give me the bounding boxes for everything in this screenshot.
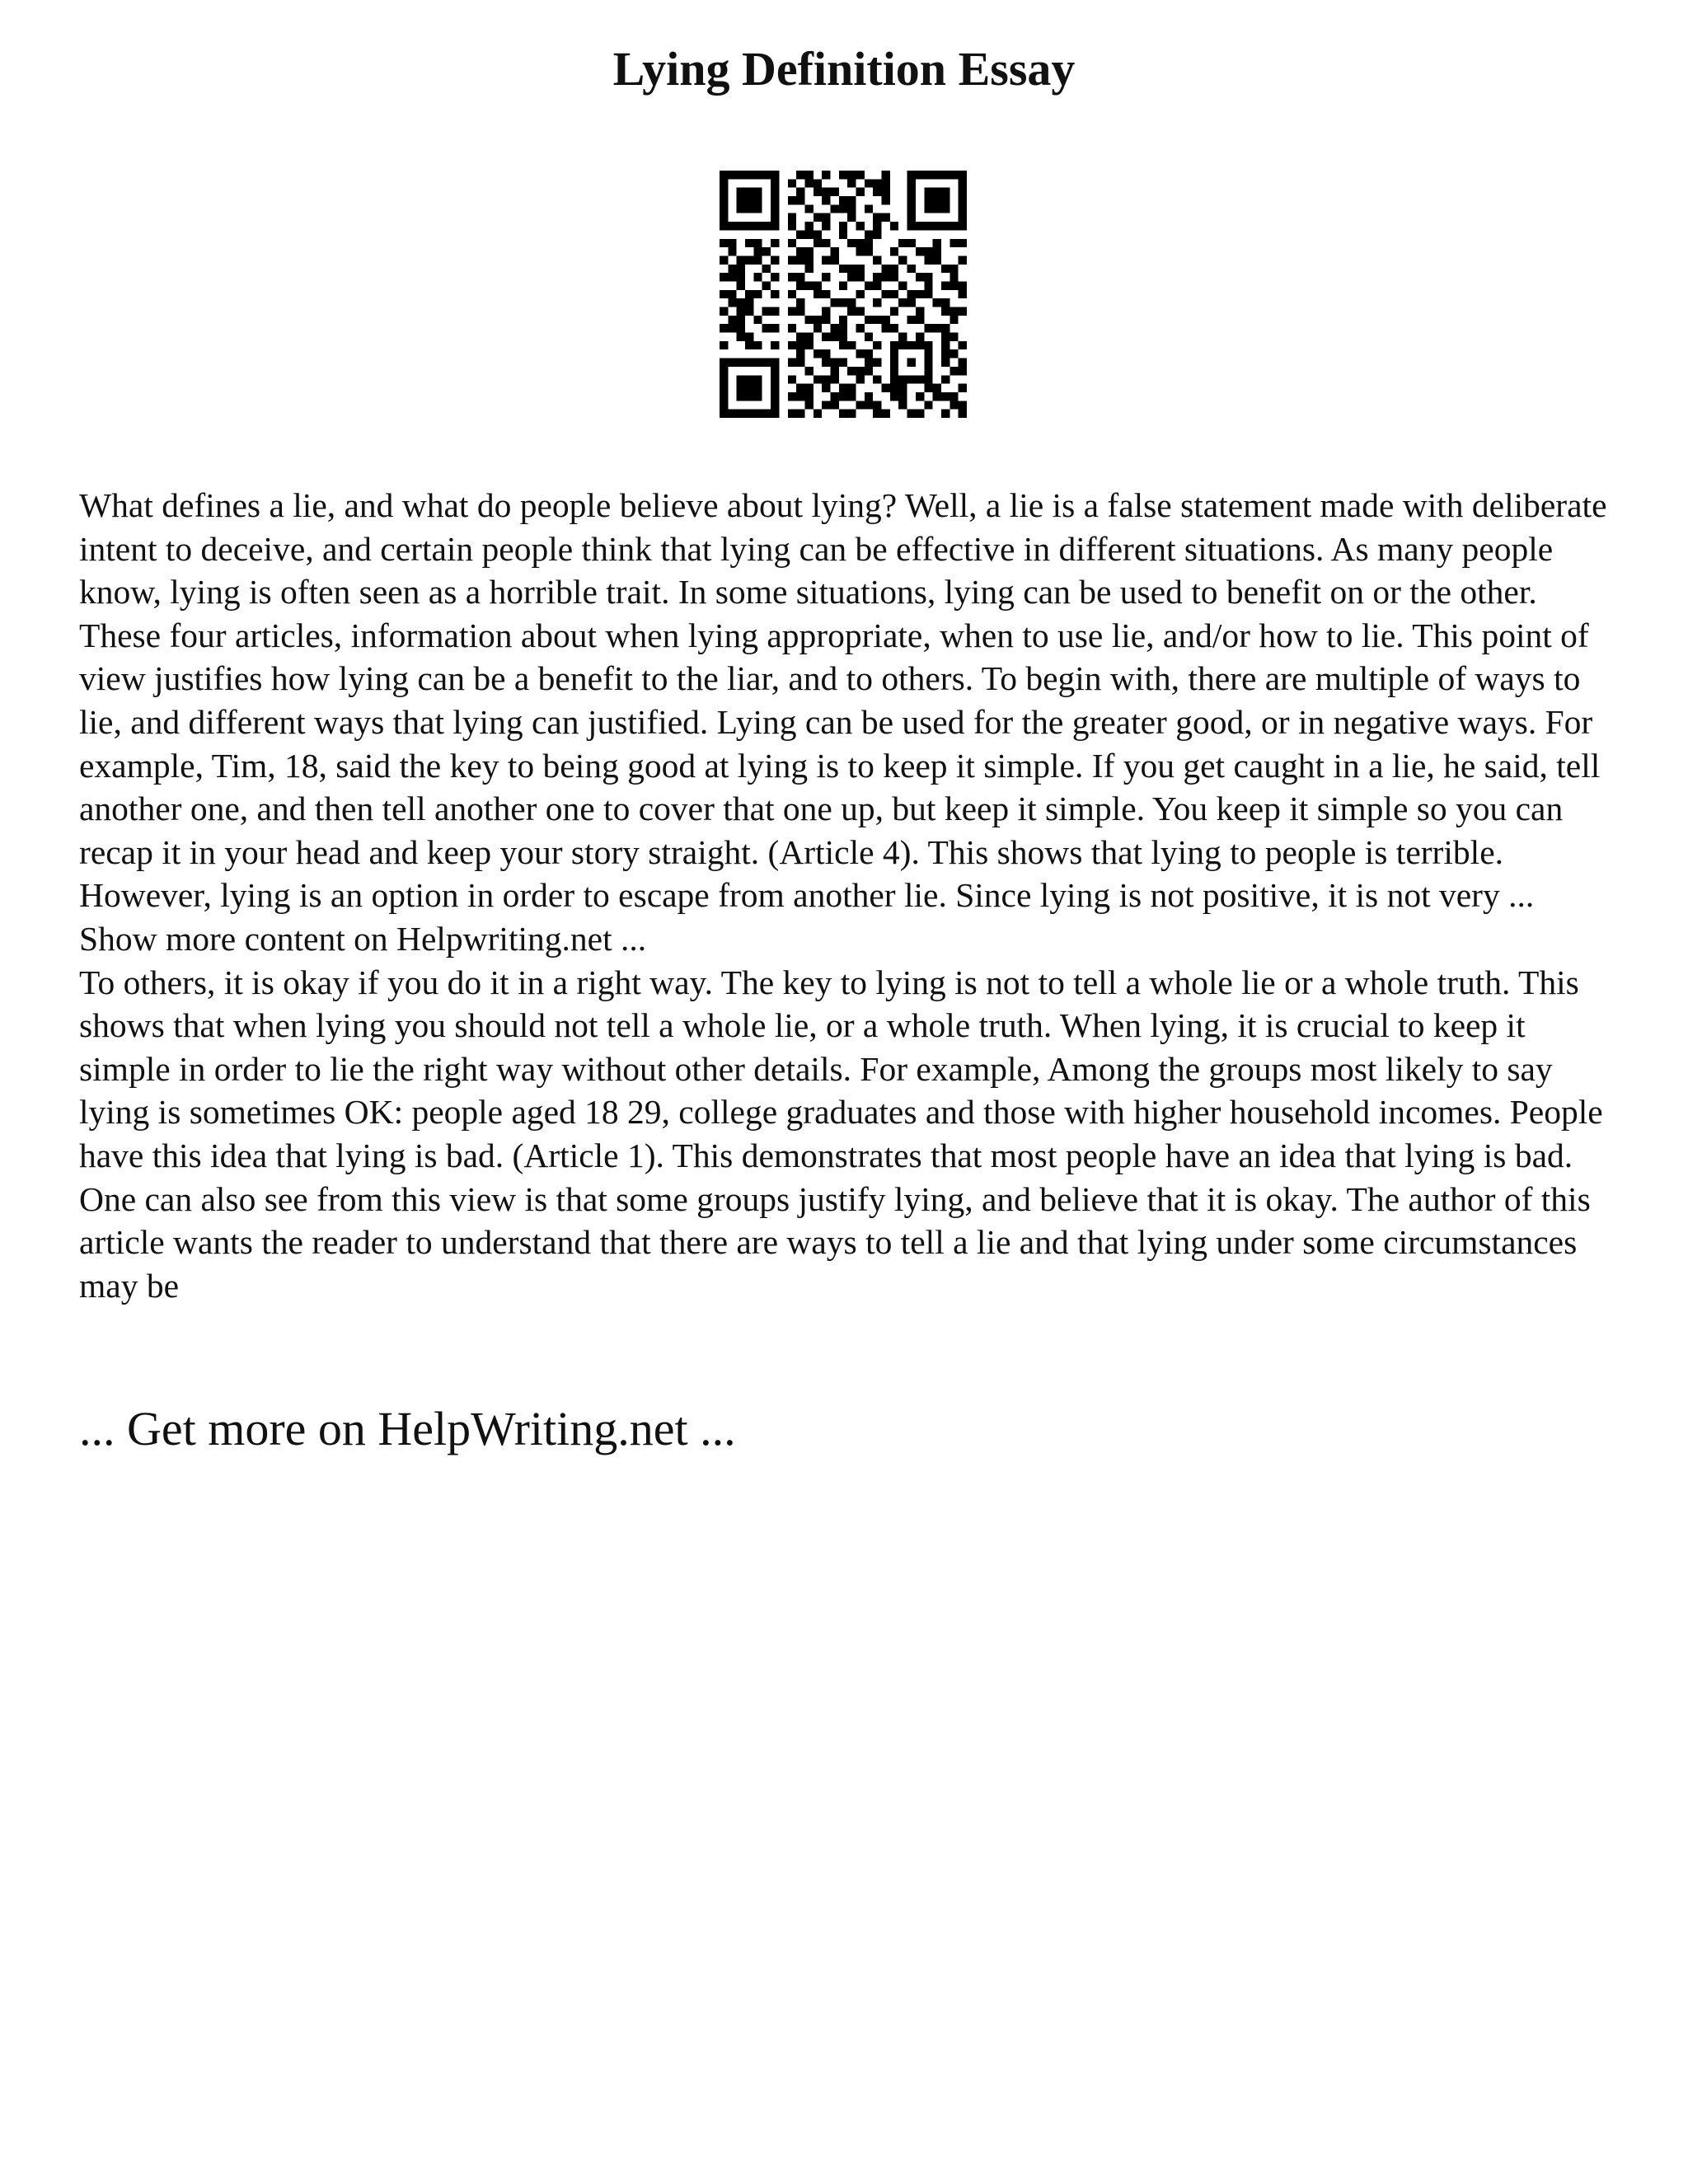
qr-code-graphic bbox=[720, 171, 967, 418]
get-more-link[interactable]: ... Get more on HelpWriting.net ... bbox=[79, 1402, 736, 1455]
qr-code-icon bbox=[720, 171, 967, 418]
essay-paragraph-1: What defines a lie, and what do people believe about lying? Well, a lie is a false statement made with deliberate intent to deceive, and certain people think that lying can be effective in different situations. As many people know, lying is often seen as a horrible trait. In some situations, lying can be used to benefit on or the other. These four articles, information about when lying appropriate, when to use lie, and/or how to lie. This point of view justifies how lying can be a benefit to the liar, and to others. To begin with, there are multiple of ways to lie, and different ways that lying can justified. Lying can be used for the greater good, or in negative ways. For example, Tim, 18, said the key to being good at lying is to keep it simple. If you get caught in a lie, he said, tell another one, and then tell another one to cover that one up, but keep it simple. You keep it simple so you can recap it in your head and keep your story straight. (Article 4). This shows that lying to people is terrible. However, lying is an option in order to escape from another lie. Since lying is not positive, it is not very ... Show more content on Helpwriting.net ... bbox=[79, 486, 1607, 958]
essay-paragraph-2: To others, it is okay if you do it in a right way. The key to lying is not to tell a whole lie or a whole truth. This shows that when lying you should not tell a whole lie, or a whole truth. When lying, it is crucial to keep it simple in order to lie the right way without other details. For example, Among the groups most likely to say lying is sometimes OK: people aged 18 29, college graduates and those with higher household incomes. People have this idea that lying is bad. (Article 1). This demonstrates that most people have an idea that lying is bad. One can also see from this view is that some groups justify lying, and believe that it is okay. The author of this article wants the reader to understand that there are ways to tell a lie and that lying under some circumstances may be bbox=[79, 963, 1603, 1305]
page-title: Lying Definition Essay bbox=[612, 42, 1076, 96]
essay-body bbox=[79, 484, 1620, 1307]
